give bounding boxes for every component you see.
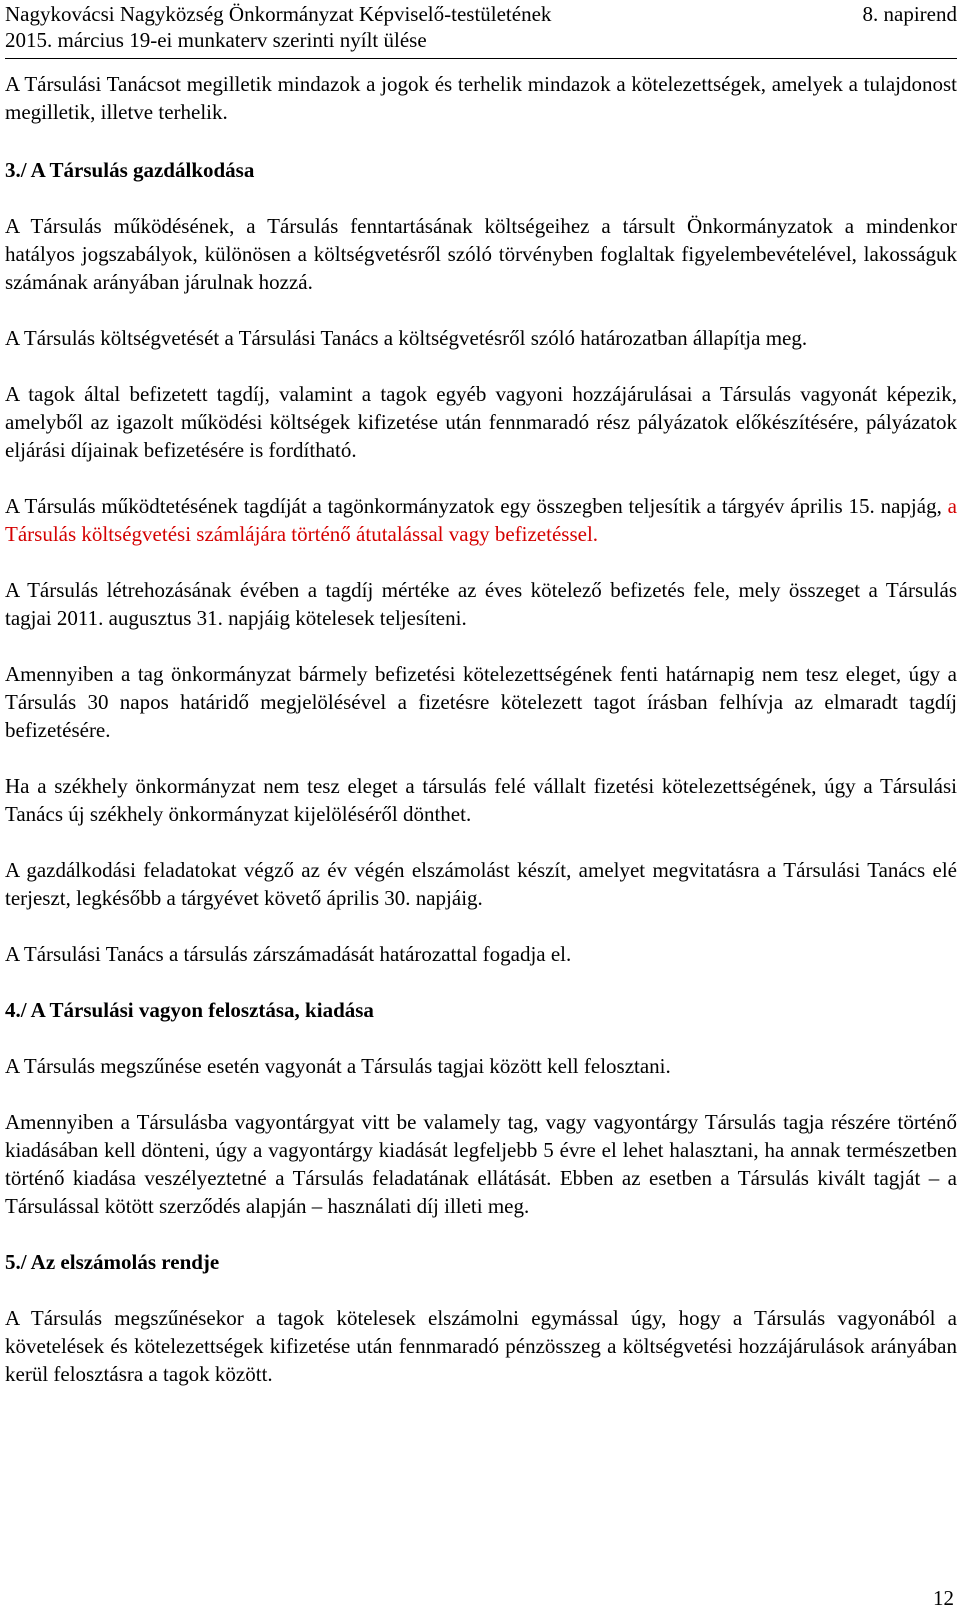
paragraph-3-5: A Társulás létrehozásának évében a tagdíj mértéke az éves kötelező befizetés fele, mely összeget a Társulás tagjai 2011. augusztus 31. napjáig kötelesek teljesíteni. [5, 578, 957, 630]
paragraph-4-1: A Társulás megszűnése esetén vagyonát a Társulás tagjai között kell felosztani. [5, 1054, 671, 1078]
header-subtitle: 2015. március 19-ei munkaterv szerinti nyílt ülése [5, 28, 427, 52]
paragraph-3-1: A Társulás működésének, a Társulás fenntartásának költségeihez a társult Önkormányzatok a mindenkor hatályos jogszabályok, különösen a költségvetésről szóló törvényben foglaltak figyelembevételével, lakosságuk számának arányában járulnak hozzá. [5, 214, 957, 294]
paragraph-intro: A Társulási Tanácsot megilletik mindazok a jogok és terhelik mindazok a kötelezettségek, amelyek a tulajdonost megilletik, illetve terhelik. [5, 72, 957, 124]
paragraph-3-8: A gazdálkodási feladatokat végző az év végén elszámolást készít, amelyet megvitatásra a Társulási Tanács elé terjeszt, legkésőbb a tárgyévet követő április 30. napjáig. [5, 858, 957, 910]
header-row-1 [5, 1, 957, 27]
section-heading-4: 4./ A Társulási vagyon felosztása, kiadása [5, 998, 374, 1022]
paragraph-5-1: A Társulás megszűnésekor a tagok kötelesek elszámolni egymással úgy, hogy a Társulás vagyonából a követelések és kötelezettségek kifizetése után fennmaradó pénzösszeg a költségvetési hozzájárulások arányában kerül felosztásra a tagok között. [5, 1306, 957, 1386]
header-divider [5, 58, 957, 59]
document-body [5, 70, 957, 1388]
section-heading-3: 3./ A Társulás gazdálkodása [5, 158, 255, 182]
paragraph-4-2: Amennyiben a Társulásba vagyontárgyat vitt be valamely tag, vagy vagyontárgy Társulás tagja részére történő kiadásában kell dönteni, úgy a vagyontárgy kiadását legfeljebb 5 évre el lehet halasztani, ha annak természetben történő kiadása veszélyeztetné a Társulás feladatának ellátását. Ebben az esetben a Társulás kivált tagját – a Társulással kötött szerződés alapján – használati díj illeti meg. [5, 1110, 957, 1218]
agenda-label: 8. napirend [862, 2, 957, 26]
document-page [5, 0, 957, 1610]
section-heading-5: 5./ Az elszámolás rendje [5, 1250, 220, 1274]
page-number: 12 [933, 1586, 954, 1610]
paragraph-3-2: A Társulás költségvetését a Társulási Tanács a költségvetésről szóló határozatban állapítja meg. [5, 326, 808, 350]
header-row-2 [5, 27, 957, 53]
paragraph-3-4 [5, 492, 957, 548]
paragraph-3-6: Amennyiben a tag önkormányzat bármely befizetési kötelezettségének fenti határnapig nem tesz eleget, úgy a Társulás 30 napos határidő megjelölésével a fizetésre kötelezett tagot írásban felhívja az elmaradt tagdíj befizetésére. [5, 662, 957, 742]
paragraph-3-9: A Társulási Tanács a társulás zárszámadását határozattal fogadja el. [5, 942, 572, 966]
paragraph-3-7: Ha a székhely önkormányzat nem tesz eleget a társulás felé vállalt fizetési kötelezettségének, úgy a Társulási Tanács új székhely önkormányzat kijelöléséről dönthet. [5, 774, 957, 826]
paragraph-3-4-text: A Társulás működtetésének tagdíját a tagönkormányzatok egy összegben teljesítik a tárgyév április 15. napjág, [5, 494, 948, 518]
paragraph-3-3: A tagok által befizetett tagdíj, valamint a tagok egyéb vagyoni hozzájárulásai a Társulás vagyonát képezik, amelyből az igazolt működési költségek kifizetése után fennmaradó rész pályázatok előkészítésére, pályázatok eljárási díjainak befizetésére is fordítható. [5, 382, 957, 462]
header-title: Nagykovácsi Nagyközség Önkormányzat Képviselő-testületének [5, 2, 552, 26]
paragraph-3-4-highlight: a Társulás költségvetési számlájára történő átutalással vagy befizetéssel. [5, 494, 957, 546]
